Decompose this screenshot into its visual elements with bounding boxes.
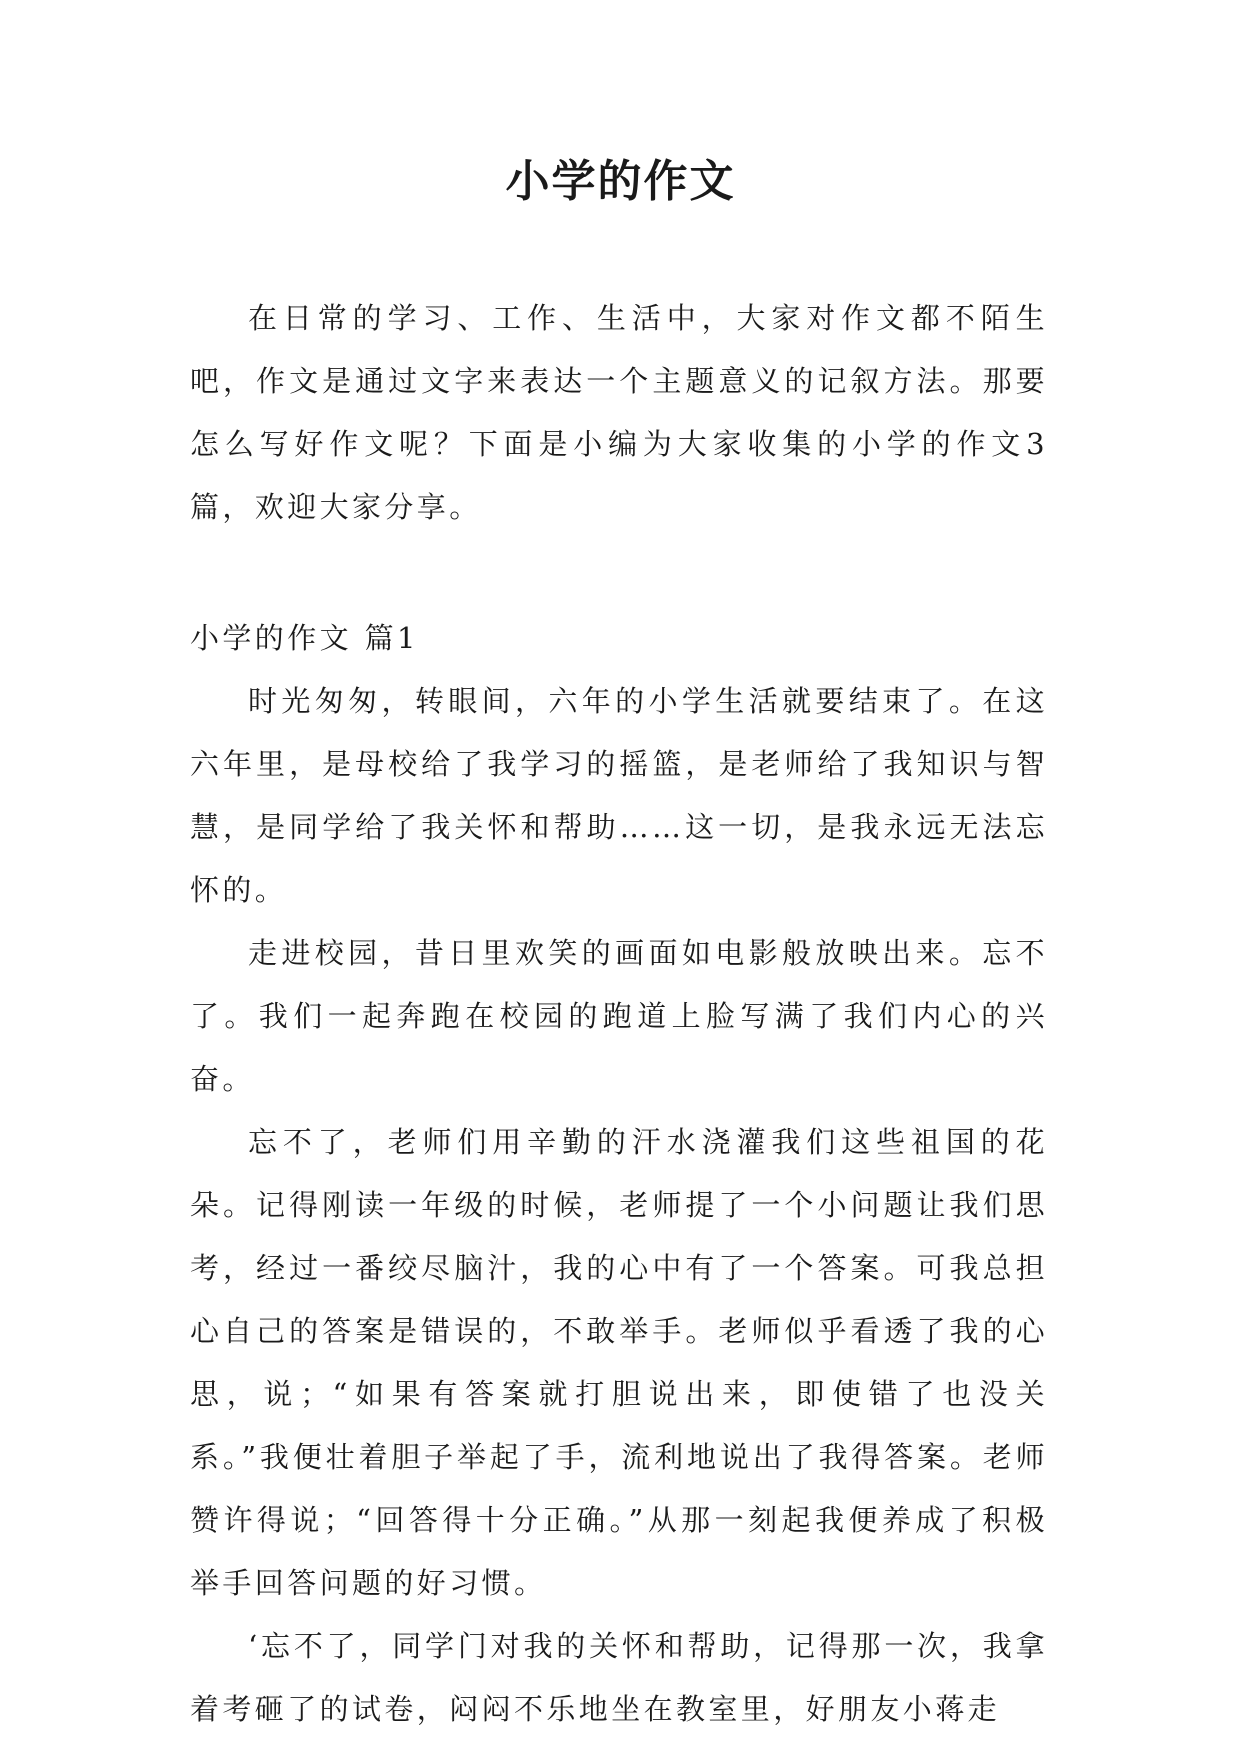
document-body	[190, 287, 1048, 1741]
body-paragraph: 忘不了，老师们用辛勤的汗水浇灌我们这些祖国的花朵。记得刚读一年级的时候，老师提了一个小问题让我们思考，经过一番绞尽脑汁，我的心中有了一个答案。可我总担心自己的答案是错误的，不敢举手。老师似乎看透了我的心思，说；“如果有答案就打胆说出来，即使错了也没关系。”我便壮着胆子举起了手，流利地说出了我得答案。老师赞许得说；“回答得十分正确。”从那一刻起我便养成了积极举手回答问题的好习惯。	[190, 1125, 1048, 1600]
document-title: 小学的作文	[505, 156, 736, 207]
body-paragraph: 时光匆匆，转眼间，六年的小学生活就要结束了。在这六年里，是母校给了我学习的摇篮，是老师给了我知识与智慧，是同学给了我关怀和帮助……这一切，是我永远无法忘怀的。	[190, 684, 1048, 907]
body-paragraph: 走进校园，昔日里欢笑的画面如电影般放映出来。忘不了。我们一起奔跑在校园的跑道上脸写满了我们内心的兴奋。	[190, 936, 1048, 1096]
section-heading: 小学的作文 篇1	[190, 621, 419, 655]
intro-paragraph: 在日常的学习、工作、生活中，大家对作文都不陌生吧，作文是通过文字来表达一个主题意义的记叙方法。那要怎么写好作文呢？下面是小编为大家收集的小学的作文3篇，欢迎大家分享。	[190, 301, 1048, 524]
body-paragraph: ‘忘不了，同学门对我的关怀和帮助，记得那一次，我拿着考砸了的试卷，闷闷不乐地坐在教室里，好朋友小蒋走	[190, 1629, 1048, 1726]
